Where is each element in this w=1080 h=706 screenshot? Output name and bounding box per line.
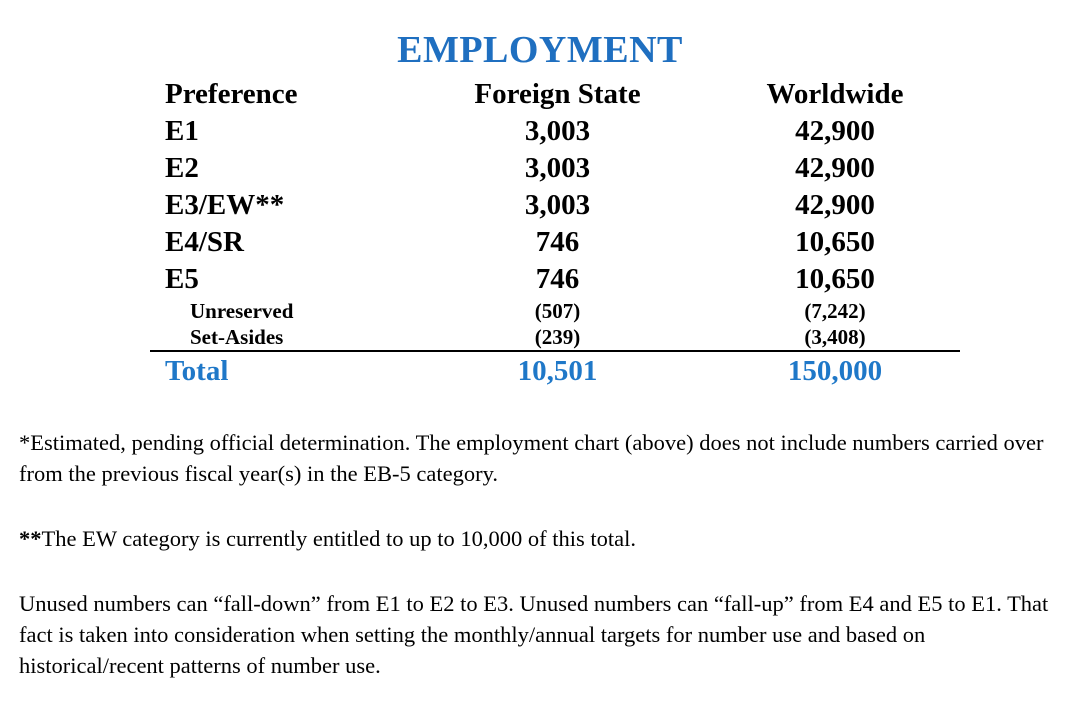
- ew-footnote: [19, 523, 1064, 554]
- total-label: Total: [165, 355, 229, 387]
- table-total-row: [150, 352, 965, 390]
- fall-down-paragraph: Unused numbers can “fall-down” from E1 to E2 to E3. Unused numbers can “fall-up” from E4 and E5 to E1. That fact is taken into consideration when setting the monthly/annual targets for number use and based on historical/recent patterns of number use.: [19, 591, 1049, 678]
- table-row: [150, 113, 965, 150]
- header-foreign-state: Foreign State: [474, 78, 641, 110]
- subrow-preference: Set-Asides: [190, 325, 284, 349]
- table-row: [150, 261, 965, 298]
- row-preference: E5: [165, 263, 199, 295]
- header-worldwide: Worldwide: [766, 78, 904, 110]
- row-foreign-state: 746: [535, 263, 580, 295]
- row-preference: E3/EW**: [165, 189, 285, 221]
- row-foreign-state: 3,003: [524, 189, 591, 221]
- row-worldwide: 42,900: [795, 152, 875, 184]
- table-subrow: [150, 298, 965, 324]
- row-worldwide: 10,650: [795, 226, 875, 258]
- subrow-worldwide: (7,242): [804, 299, 866, 323]
- total-worldwide: 150,000: [787, 355, 883, 387]
- row-foreign-state: 746: [535, 226, 580, 258]
- row-foreign-state: 3,003: [524, 115, 591, 147]
- estimate-footnote: *Estimated, pending official determination. The employment chart (above) does not include numbers carried over from the previous fiscal year(s) in the EB-5 category.: [19, 430, 1044, 486]
- subrow-foreign-state: (507): [534, 299, 581, 323]
- page-title: EMPLOYMENT: [397, 29, 683, 71]
- subrow-preference: Unreserved: [190, 299, 294, 323]
- row-worldwide: 42,900: [795, 189, 875, 221]
- employment-table: [150, 76, 965, 390]
- row-worldwide: 10,650: [795, 263, 875, 295]
- header-preference: Preference: [165, 78, 298, 110]
- row-worldwide: 42,900: [795, 115, 875, 147]
- ew-footnote-text: The EW category is currently entitled to up to 10,000 of this total.: [41, 526, 636, 551]
- subrow-foreign-state: (239): [534, 325, 581, 349]
- table-row: [150, 224, 965, 261]
- table-subrow: [150, 324, 965, 350]
- row-preference: E1: [165, 115, 199, 147]
- row-preference: E2: [165, 152, 199, 184]
- row-preference: E4/SR: [165, 226, 244, 258]
- table-row: [150, 150, 965, 187]
- table-row: [150, 187, 965, 224]
- footnote-marker: **: [19, 526, 42, 551]
- row-foreign-state: 3,003: [524, 152, 591, 184]
- total-foreign-state: 10,501: [517, 355, 598, 387]
- subrow-worldwide: (3,408): [804, 325, 866, 349]
- table-header-row: [150, 76, 965, 113]
